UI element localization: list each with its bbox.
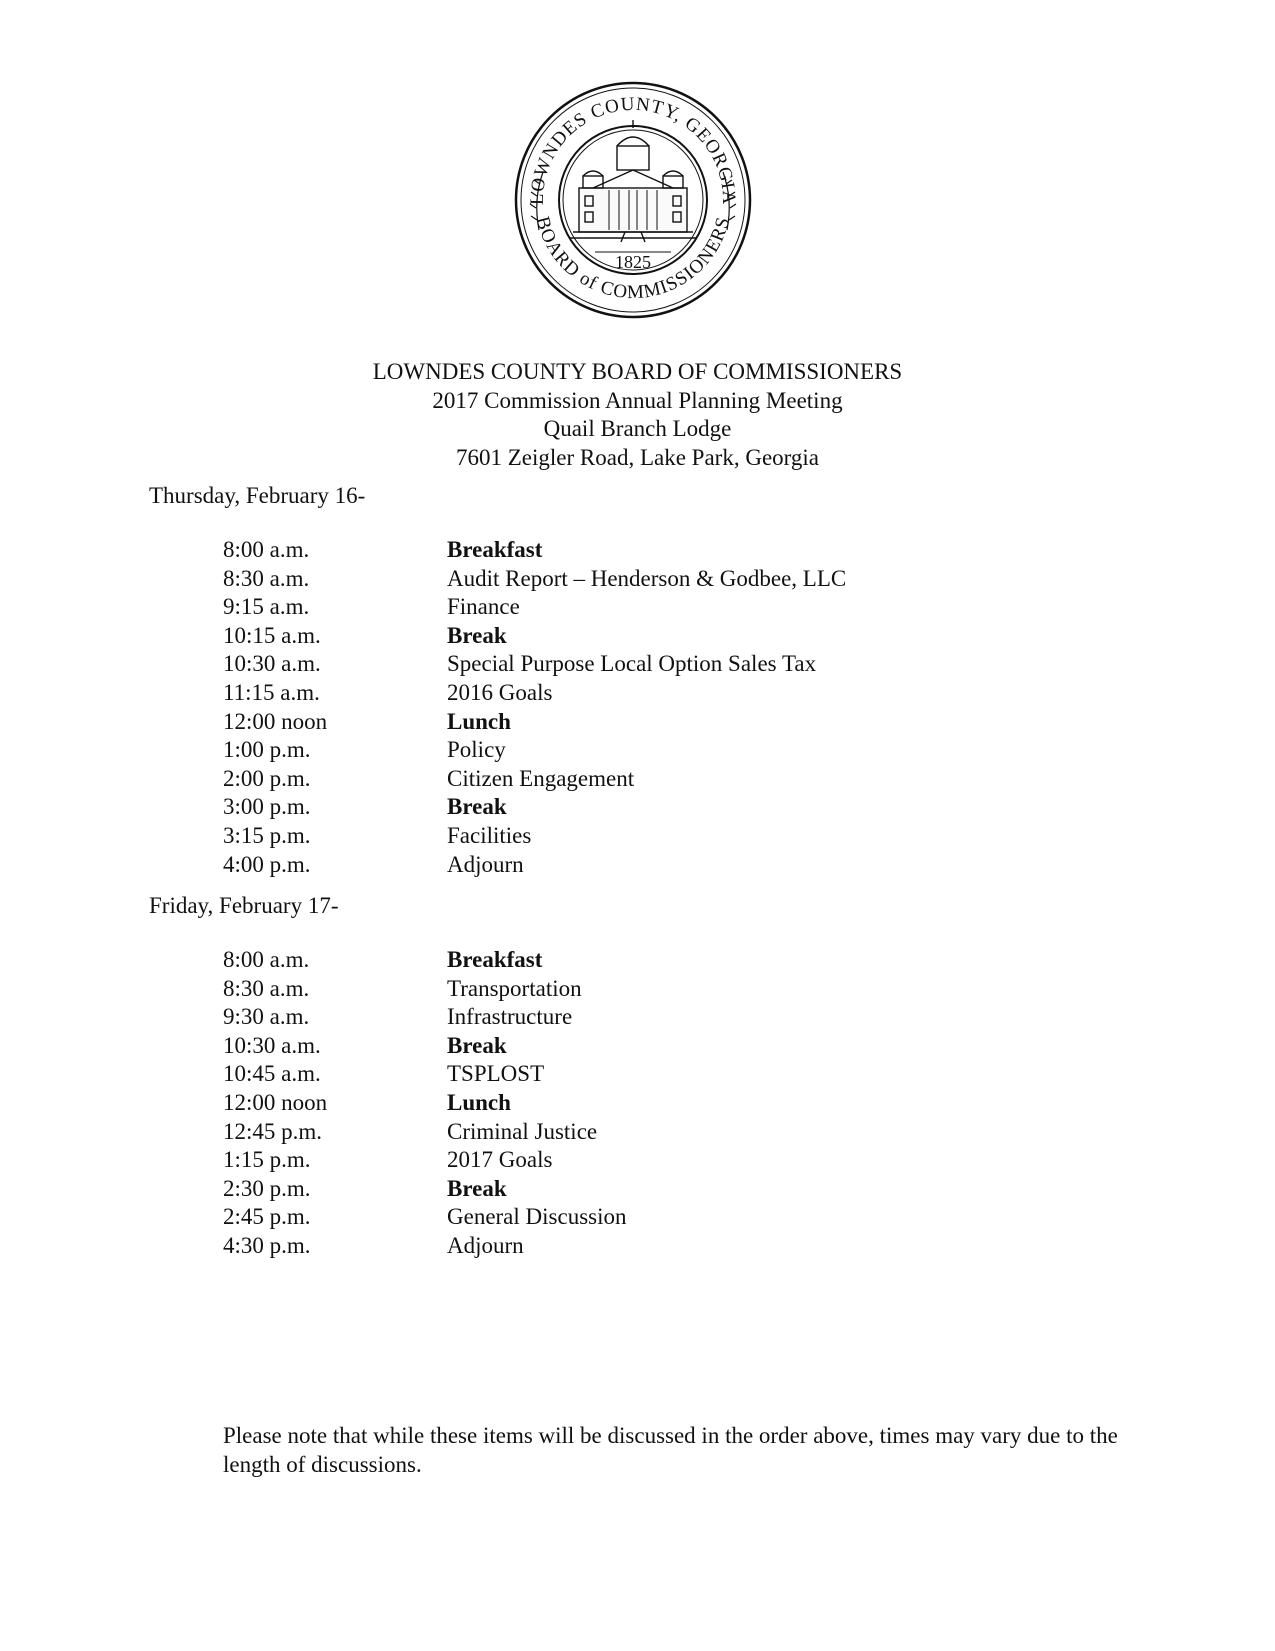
schedule-item: Lunch bbox=[447, 1089, 511, 1115]
schedule-time: 4:00 p.m. bbox=[223, 851, 311, 877]
schedule-item: Criminal Justice bbox=[447, 1118, 598, 1144]
schedule-row bbox=[223, 1118, 1123, 1147]
schedule-row bbox=[223, 851, 1123, 880]
schedule-time: 9:15 a.m. bbox=[223, 594, 310, 620]
schedule-thursday bbox=[223, 536, 1123, 879]
schedule-time: 2:45 p.m. bbox=[223, 1204, 311, 1230]
schedule-time: 8:30 a.m. bbox=[223, 975, 310, 1001]
schedule-row bbox=[223, 536, 1123, 565]
schedule-row bbox=[223, 822, 1123, 851]
schedule-row bbox=[223, 622, 1123, 651]
schedule-row bbox=[223, 593, 1123, 622]
schedule-time: 12:45 p.m. bbox=[223, 1118, 323, 1144]
schedule-time: 1:00 p.m. bbox=[223, 737, 311, 763]
schedule-item: TSPLOST bbox=[447, 1061, 545, 1087]
schedule-item: Breakfast bbox=[447, 537, 543, 562]
schedule-item: 2017 Goals bbox=[447, 1147, 553, 1173]
schedule-time: 1:15 p.m. bbox=[223, 1147, 311, 1173]
schedule-row bbox=[223, 650, 1123, 679]
schedule-time: 8:30 a.m. bbox=[223, 565, 310, 591]
schedule-item: 2016 Goals bbox=[447, 679, 553, 705]
schedule-row bbox=[223, 736, 1123, 765]
schedule-time: 9:30 a.m. bbox=[223, 1004, 310, 1030]
schedule-item: Adjourn bbox=[447, 1232, 524, 1258]
schedule-row bbox=[223, 1232, 1123, 1261]
header-address: 7601 Zeigler Road, Lake Park, Georgia bbox=[456, 444, 819, 470]
schedule-item: Break bbox=[447, 1032, 507, 1058]
schedule-time: 8:00 a.m. bbox=[223, 947, 310, 972]
schedule-time: 12:00 noon bbox=[223, 708, 328, 734]
schedule-time: 10:15 a.m. bbox=[223, 622, 321, 648]
schedule-item: Lunch bbox=[447, 708, 511, 734]
schedule-row bbox=[223, 793, 1123, 822]
schedule-item: Audit Report – Henderson & Godbee, LLC bbox=[447, 565, 847, 591]
schedule-time: 10:45 a.m. bbox=[223, 1061, 321, 1087]
schedule-item: Finance bbox=[447, 594, 520, 620]
schedule-row bbox=[223, 1203, 1123, 1232]
schedule-item: Citizen Engagement bbox=[447, 765, 635, 791]
seal-bottom-text: BOARD of COMMISSIONERS bbox=[531, 214, 735, 304]
schedule-time: 10:30 a.m. bbox=[223, 651, 321, 677]
document-header bbox=[0, 358, 1275, 472]
schedule-item: Breakfast bbox=[447, 947, 543, 972]
schedule-time: 2:00 p.m. bbox=[223, 765, 311, 791]
schedule-row bbox=[223, 1060, 1123, 1089]
header-meeting-title: 2017 Commission Annual Planning Meeting bbox=[432, 387, 843, 413]
schedule-item: Adjourn bbox=[447, 851, 524, 877]
day-heading-friday: Friday, February 17- bbox=[149, 893, 339, 918]
schedule-item: General Discussion bbox=[447, 1204, 627, 1230]
schedule-row bbox=[223, 1089, 1123, 1118]
schedule-row bbox=[223, 565, 1123, 594]
county-seal-logo bbox=[513, 80, 753, 320]
schedule-time: 3:00 p.m. bbox=[223, 794, 311, 820]
schedule-row bbox=[223, 765, 1123, 794]
header-organization: LOWNDES COUNTY BOARD OF COMMISSIONERS bbox=[372, 359, 903, 384]
schedule-row bbox=[223, 679, 1123, 708]
day-heading-thursday: Thursday, February 16- bbox=[149, 483, 366, 508]
schedule-time: 10:30 a.m. bbox=[223, 1032, 321, 1058]
schedule-friday bbox=[223, 946, 1123, 1261]
courthouse-icon bbox=[569, 120, 697, 242]
schedule-item: Break bbox=[447, 622, 507, 648]
schedule-item: Facilities bbox=[447, 822, 532, 848]
schedule-item: Policy bbox=[447, 737, 506, 763]
header-venue: Quail Branch Lodge bbox=[543, 416, 732, 441]
schedule-time: 11:15 a.m. bbox=[223, 679, 320, 705]
schedule-item: Break bbox=[447, 1175, 507, 1201]
schedule-row bbox=[223, 946, 1123, 975]
schedule-row bbox=[223, 1032, 1123, 1061]
schedule-time: 4:30 p.m. bbox=[223, 1232, 311, 1258]
seal-top-text: LOWNDES COUNTY, GEORGIA bbox=[526, 93, 740, 206]
schedule-item: Infrastructure bbox=[447, 1004, 573, 1030]
schedule-item: Break bbox=[447, 794, 507, 820]
schedule-row bbox=[223, 708, 1123, 737]
schedule-time: 3:15 p.m. bbox=[223, 822, 311, 848]
schedule-row bbox=[223, 1175, 1123, 1204]
schedule-row bbox=[223, 1003, 1123, 1032]
schedule-time: 2:30 p.m. bbox=[223, 1175, 311, 1201]
schedule-item: Transportation bbox=[447, 975, 582, 1001]
schedule-row bbox=[223, 975, 1123, 1004]
schedule-time: 8:00 a.m. bbox=[223, 537, 310, 562]
footnote: Please note that while these items will be discussed in the order above, times may vary due to the length of discussions. bbox=[223, 1423, 1118, 1477]
schedule-time: 12:00 noon bbox=[223, 1089, 328, 1115]
schedule-item: Special Purpose Local Option Sales Tax bbox=[447, 651, 817, 677]
seal-year: 1825 bbox=[615, 252, 651, 272]
schedule-row bbox=[223, 1146, 1123, 1175]
